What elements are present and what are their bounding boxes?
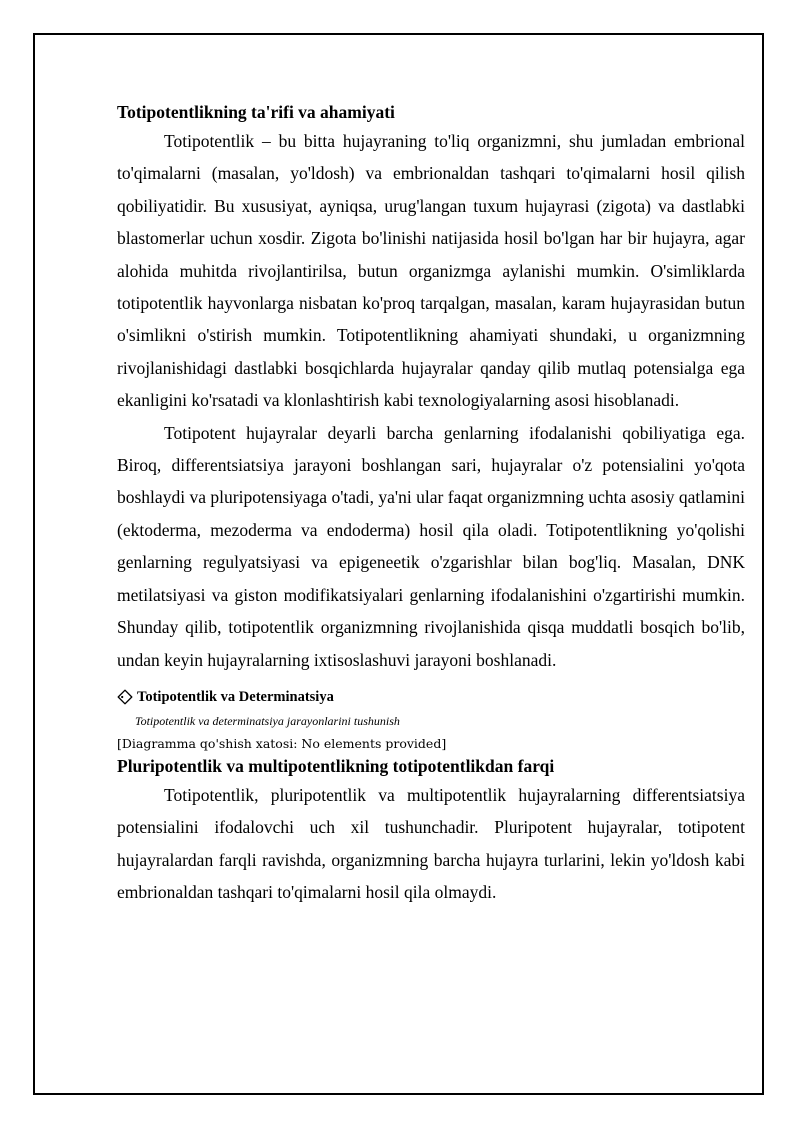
tag-icon [117, 689, 133, 705]
section-heading-pluripotency-comparison: Pluripotentlik va multipotentlikning totipotentlikdan farqi [117, 755, 555, 776]
paragraph-totipotent-gene-expression: Totipotent hujayralar deyarli barcha genlarning ifodalanishi qobiliyatiga ega. Biroq, differentsiatsiya jarayoni boshlangan sari, hujayralar o'z potensialini yo'qota boshlaydi va pluripotensiyaga o'tadi, ya'ni ular faqat organizmning uchta asosiy qatlamini (ektoderma, mezoderma va endoderma) hosil qila oladi. Totipotentlikning yo'qolishi genlarning regulyatsiyasi va epigeneetik o'zgarishlar bilan bog'liq. Masalan, DNK metilatsiyasi va giston modifikatsiyalari genlarning ifodalanishini o'zgartirishi mumkin. Shunday qilib, totipotentlik organizmning rivojlanishida qisqa muddatli bosqich bo'lib, undan keyin hujayralarning ixtisoslashuvi jarayoni boshlanadi. [117, 422, 745, 670]
diagram-placeholder [117, 687, 745, 753]
paragraph-totipotency-definition: Totipotentlik – bu bitta hujayraning to'liq organizmni, shu jumladan embrional to'qimalarni (masalan, yo'ldosh) va embrionaldan tashqari to'qimalarni hosil qilish qobiliyatidir. Bu xususiyat, ayniqsa, urug'langan tuxum hujayrasi (zigota) va dastlabki blastomerlar uchun xosdir. Zigota bo'linishi natijasida hosil bo'lgan har bir hujayra, agar alohida muhitda rivojlantirilsa, butun organizmga aylanishi mumkin. O'simliklarda totipotentlik hayvonlarga nisbatan ko'proq tarqalgan, masalan, karam hujayrasidan butun o'simlikni o'stirish mumkin. Totipotentlikning ahamiyati shundaki, u organizmning rivojlanishidagi dastlabki bosqichlarda hujayralar qanday qilib mutlaq potensialga ega ekanligini ko'rsatadi va klonlashtirish kabi texnologiyalarning asosi hisoblanadi. [117, 131, 745, 411]
diagram-title-row [117, 687, 745, 707]
document-content [117, 99, 745, 909]
paragraph-potency-comparison: Totipotentlik, pluripotentlik va multipotentlik hujayralarning differentsiatsiya potensialini ifodalovchi uch xil tushunchadir. Pluripotent hujayralar, totipotent hujayralardan farqli ravishda, organizmning barcha hujayra turlarini, lekin yo'ldosh kabi embrionaldan tashqari to'qimalarni hosil qila olmaydi. [117, 784, 745, 903]
diagram-title: Totipotentlik va Determinatsiya [137, 688, 334, 705]
diagram-error-message: [Diagramma qo'shish xatosi: No elements provided] [117, 735, 447, 751]
diagram-subtitle: Totipotentlik va determinatsiya jarayonlarini tushunish [135, 713, 400, 728]
page-frame [33, 33, 764, 1095]
section-heading-totipotency-definition: Totipotentlikning ta'rifi va ahamiyati [117, 102, 395, 122]
